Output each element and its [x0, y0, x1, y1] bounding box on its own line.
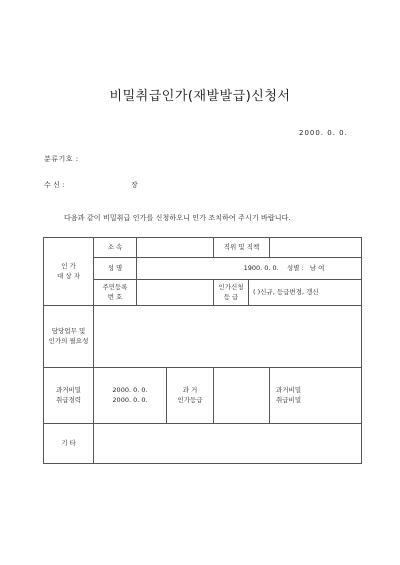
- history-label-line1: 과거비밀: [55, 385, 82, 394]
- position-label: 직위 및 직책: [214, 238, 270, 258]
- applicant-header-line2: 대 상 자: [57, 271, 80, 280]
- past-grade-line2: 인가등급: [177, 395, 203, 404]
- past-secret-line2: 취급비밀: [276, 395, 302, 404]
- history-label-line2: 취급경력: [55, 395, 82, 404]
- history-date-2: 2000. 0. 0.: [112, 395, 148, 404]
- applicant-header-line1: 인 가: [61, 261, 76, 270]
- recipient-suffix: 장: [131, 181, 138, 189]
- other-label: 기 타: [44, 424, 94, 464]
- resident-label-line1: 주민등록: [102, 282, 128, 291]
- apply-grade-line1: 인가신청: [218, 282, 244, 291]
- application-table: [43, 237, 362, 464]
- resident-number-label: [94, 280, 137, 306]
- duty-label-line2: 인가의 필요성: [48, 336, 89, 345]
- document-date: 2000. 0. 0.: [299, 129, 348, 137]
- gender-value[interactable]: 남 여: [309, 263, 325, 272]
- past-grade-field[interactable]: [214, 368, 270, 424]
- gender-label: 성별 :: [286, 263, 304, 272]
- history-date-1: 2000. 0. 0.: [112, 385, 148, 394]
- recipient-label: 수 신 :: [44, 181, 65, 189]
- apply-grade-field[interactable]: ( )신규, 등급변경, 갱신: [249, 280, 362, 306]
- classification-label: 분류기호 :: [44, 155, 79, 163]
- past-grade-line1: 과 거: [182, 385, 198, 394]
- duty-label-line1: 담당업무 및: [51, 326, 86, 335]
- applicant-header-cell: [44, 238, 94, 306]
- position-field[interactable]: [270, 238, 362, 258]
- past-secret-line1: 과거비밀: [276, 385, 302, 394]
- affiliation-field[interactable]: [137, 238, 214, 258]
- affiliation-label: 소 속: [94, 238, 137, 258]
- duty-label: [44, 306, 94, 368]
- other-field[interactable]: [94, 424, 362, 464]
- apply-grade-line2: 등 급: [223, 292, 239, 301]
- past-secret-cell[interactable]: [270, 368, 362, 424]
- birth-date: 1900. 0. 0.: [243, 263, 279, 272]
- resident-label-line2: 번 호: [107, 292, 123, 301]
- resident-number-field[interactable]: [137, 280, 214, 306]
- name-field[interactable]: [137, 258, 362, 280]
- past-grade-label: [167, 368, 214, 424]
- history-label: [44, 368, 94, 424]
- duty-field[interactable]: [94, 306, 362, 368]
- history-dates[interactable]: [94, 368, 167, 424]
- intro-text: 다음과 같이 비밀취급 인가를 신청하오니 인가 조치하여 주시기 바랍니다.: [64, 214, 291, 222]
- document-title: 비밀취급인가(재발발급)신청서: [109, 89, 291, 104]
- name-label: 성 명: [94, 258, 137, 280]
- apply-grade-label: [214, 280, 249, 306]
